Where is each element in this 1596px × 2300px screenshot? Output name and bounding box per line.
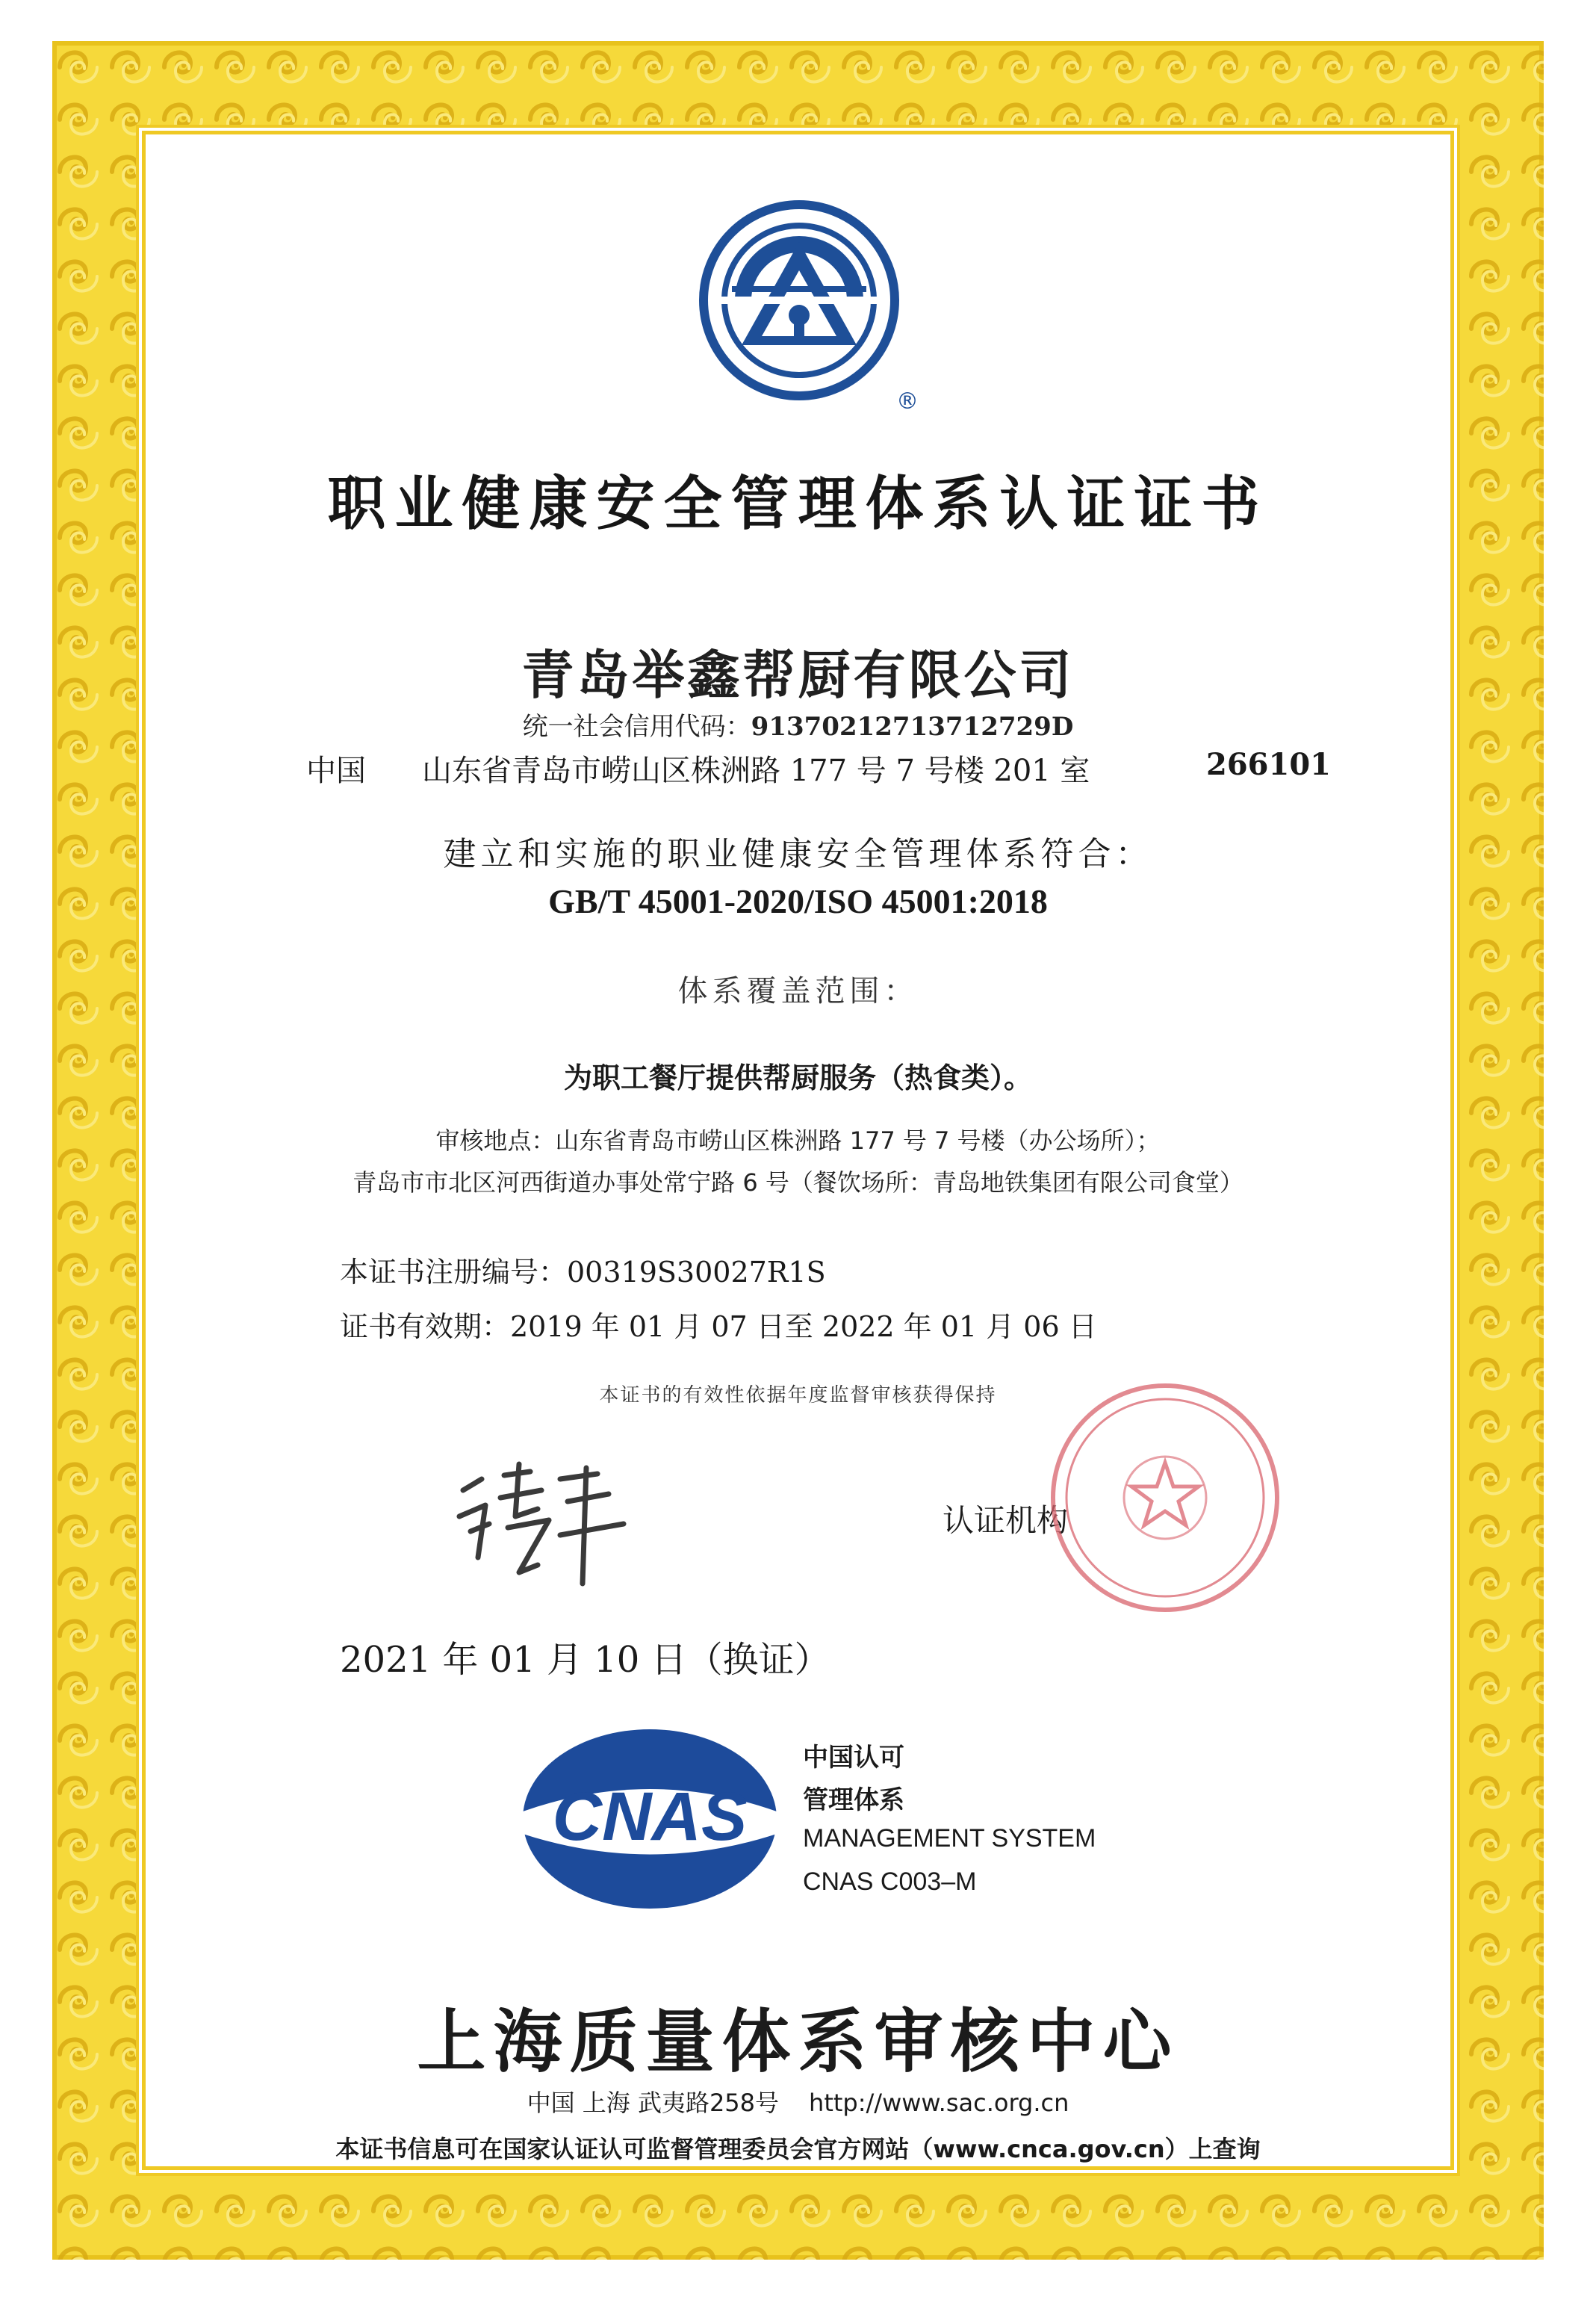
issuer-location: 中国 上海 武夷路258号 xyxy=(527,2089,780,2117)
certificate-title: 职业健康安全管理体系认证证书 xyxy=(327,471,1269,538)
accreditation-line-3: MANAGEMENT SYSTEM xyxy=(803,1824,1096,1853)
credit-code-value: 91370212713712729D xyxy=(751,712,1074,742)
scope-text: 为职工餐厅提供帮厨服务（热食类）。 xyxy=(563,1061,1032,1094)
svg-text:CNAS: CNAS xyxy=(552,1779,748,1855)
issuer-contact xyxy=(146,2084,1450,2118)
issue-date: 2021 年 01 月 10 日（换证） xyxy=(340,1639,830,1681)
validity-note: 本证书的有效性依据年度监督审核获得保持 xyxy=(599,1384,997,1407)
cqc-emblem-icon xyxy=(691,196,915,420)
cnas-logo-icon xyxy=(515,1722,784,1916)
standard-reference: GB/T 45001-2020/ISO 45001:2018 xyxy=(548,882,1048,920)
registration-number: 本证书注册编号：00319S30027R1S xyxy=(340,1256,826,1289)
address-country: 中国 xyxy=(306,754,366,788)
address-text: 山东省青岛市崂山区株洲路 177 号 7 号楼 201 室 xyxy=(422,754,1090,788)
accreditation-line-2: 管理体系 xyxy=(803,1785,904,1815)
company-name: 青岛举鑫帮厨有限公司 xyxy=(521,645,1075,706)
query-note: 本证书信息可在国家认证认可监督管理委员会官方网站（www.cnca.gov.cn）上查询 xyxy=(335,2135,1261,2163)
issuer-name: 上海质量体系审核中心 xyxy=(417,2001,1179,2082)
certification-body-label: 认证机构 xyxy=(943,1502,1069,1539)
scope-label: 体系覆盖范围： xyxy=(677,974,919,1008)
accreditation-line-1: 中国认可 xyxy=(803,1743,904,1773)
credit-code xyxy=(146,706,1450,743)
address-postcode: 266101 xyxy=(1206,747,1331,782)
accreditation-line-4: CNAS C003–M xyxy=(803,1867,977,1896)
seal-stamp-icon xyxy=(1042,1374,1288,1621)
conformity-statement: 建立和实施的职业健康安全管理体系符合： xyxy=(443,835,1153,873)
registered-mark: ® xyxy=(896,388,919,415)
credit-code-label: 统一社会信用代码： xyxy=(522,712,751,742)
signature-icon xyxy=(448,1445,642,1595)
issuer-url[interactable]: http://www.sac.org.cn xyxy=(809,2089,1069,2117)
address-line xyxy=(146,747,1450,788)
audit-site-line-1: 审核地点：山东省青岛市崂山区株洲路 177 号 7 号楼（办公场所）； xyxy=(435,1126,1161,1155)
audit-site-line-2: 青岛市市北区河西街道办事处常宁路 6 号（餐饮场所：青岛地铁集团有限公司食堂） xyxy=(353,1168,1243,1197)
validity-period: 证书有效期：2019 年 01 月 07 日至 2022 年 01 月 06 日 xyxy=(340,1310,1097,1343)
